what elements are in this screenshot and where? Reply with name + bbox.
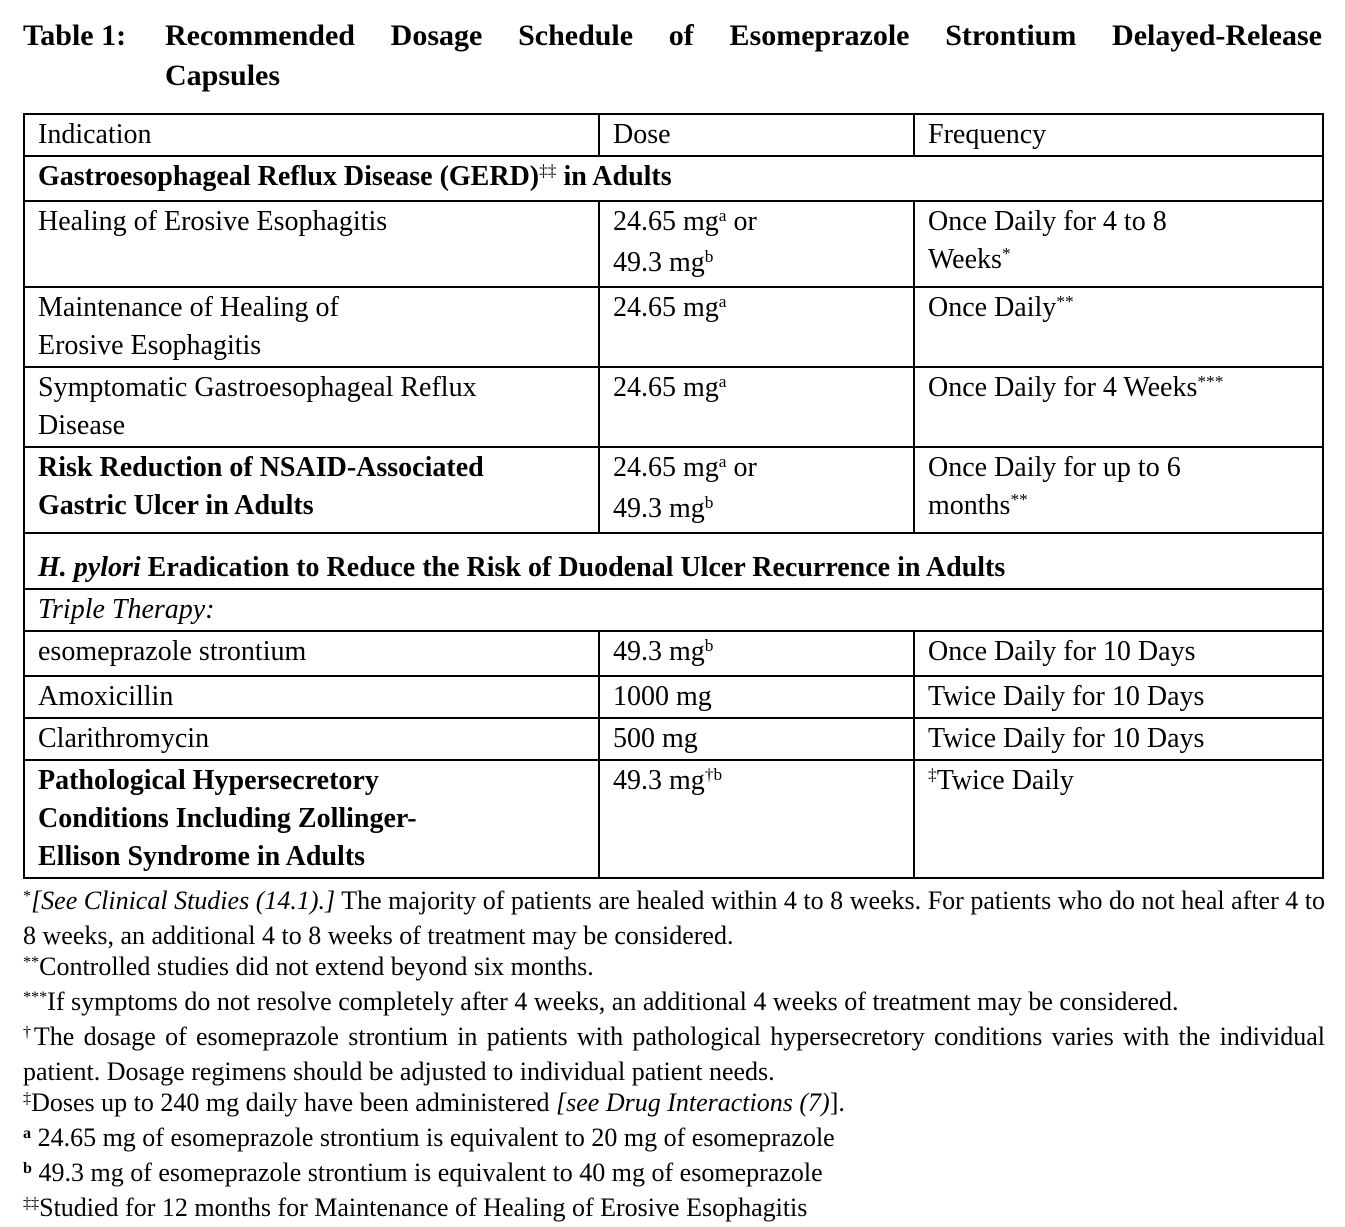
text-segment: ** bbox=[23, 953, 40, 971]
text-segment: Twice Daily for 10 Days bbox=[928, 723, 1205, 754]
table-cell bbox=[914, 287, 1323, 367]
cell-line bbox=[928, 633, 1312, 671]
text-segment: 49.3 mg of esomeprazole strontium is equivalent to 40 mg of esomeprazole bbox=[31, 1158, 823, 1187]
table-cell bbox=[24, 676, 599, 718]
table-cell bbox=[599, 287, 914, 367]
table-cell bbox=[599, 447, 914, 533]
footnote bbox=[23, 986, 1325, 1021]
footnote bbox=[23, 1192, 1325, 1227]
table-cell bbox=[914, 367, 1323, 447]
table-cell bbox=[24, 287, 599, 367]
text-segment: Twice Daily bbox=[936, 765, 1074, 796]
cell-line bbox=[38, 487, 588, 525]
cell-line bbox=[38, 838, 588, 876]
text-segment: Triple Therapy: bbox=[38, 594, 215, 625]
text-segment: [See Clinical Studies (14.1).] bbox=[31, 886, 336, 915]
footnote bbox=[23, 1157, 1325, 1192]
cell-line bbox=[38, 158, 1312, 199]
text-segment: 49.3 mg bbox=[613, 765, 705, 796]
cell-line bbox=[928, 720, 1312, 758]
text-segment: ** bbox=[1010, 490, 1028, 510]
cell-line bbox=[928, 241, 1312, 282]
text-segment: a bbox=[718, 452, 727, 472]
table-cell bbox=[599, 676, 914, 718]
table-row bbox=[24, 760, 1323, 878]
text-segment: The majority of patients are healed within 4 to 8 weeks. For patients who do not heal after 4 to 8 weeks, an additional 4 to 8 weeks of treatment may be considered. bbox=[23, 886, 1325, 950]
cell-line bbox=[928, 487, 1312, 528]
text-segment: Twice Daily for 10 Days bbox=[928, 681, 1205, 712]
cell-line bbox=[613, 449, 903, 490]
text-segment: Once Daily for 4 to 8 bbox=[928, 206, 1167, 237]
text-segment: a bbox=[718, 206, 727, 226]
text-segment: Gastric Ulcer in Adults bbox=[38, 490, 314, 521]
text-segment: If symptoms do not resolve completely after 4 weeks, an additional 4 weeks of treatment may be considered. bbox=[47, 987, 1179, 1016]
column-header: Dose bbox=[599, 114, 914, 156]
table-cell bbox=[24, 156, 1323, 201]
table-row bbox=[24, 676, 1323, 718]
text-segment: esomeprazole strontium bbox=[38, 636, 307, 667]
text-segment: [see Drug Interactions (7) bbox=[556, 1088, 830, 1117]
table-row bbox=[24, 367, 1323, 447]
text-segment: ** bbox=[1056, 292, 1074, 312]
text-segment: ‡ bbox=[23, 1089, 32, 1107]
table-cell bbox=[599, 201, 914, 287]
text-segment: Risk Reduction of NSAID-Associated bbox=[38, 452, 484, 483]
text-segment: in Adults bbox=[556, 161, 672, 192]
text-segment: or bbox=[726, 452, 757, 483]
cell-line bbox=[613, 203, 903, 244]
table-cell bbox=[914, 201, 1323, 287]
text-segment: b bbox=[704, 493, 714, 513]
cell-line bbox=[613, 678, 903, 716]
text-segment: Studied for 12 months for Maintenance of Healing of Erosive Esophagitis bbox=[39, 1193, 808, 1222]
text-segment: *** bbox=[23, 988, 48, 1006]
table-title bbox=[23, 16, 1322, 96]
table-cell bbox=[914, 447, 1323, 533]
text-segment: Healing of Erosive Esophagitis bbox=[38, 206, 388, 237]
table-cell bbox=[24, 760, 599, 878]
cell-line bbox=[38, 720, 588, 758]
table-cell bbox=[914, 760, 1323, 878]
cell-line bbox=[928, 762, 1312, 803]
section-header-row bbox=[24, 533, 1323, 589]
text-segment: Doses up to 240 mg daily have been administered bbox=[31, 1088, 557, 1117]
text-segment: ‡‡ bbox=[539, 161, 557, 181]
text-segment: months bbox=[928, 490, 1011, 521]
table-cell bbox=[599, 367, 914, 447]
column-header: Indication bbox=[24, 114, 599, 156]
cell-line bbox=[928, 449, 1312, 487]
text-segment: Maintenance of Healing of bbox=[38, 292, 339, 323]
text-segment: 24.65 mg bbox=[613, 372, 719, 403]
table-title-text bbox=[165, 16, 1322, 96]
table-cell bbox=[24, 533, 1323, 589]
cell-line bbox=[38, 549, 1312, 587]
text-segment: Once Daily for 4 Weeks bbox=[928, 372, 1198, 403]
table-title-line1: Recommended Dosage Schedule of Esomeprazole Strontium Delayed-Release bbox=[165, 19, 1322, 52]
text-segment: Disease bbox=[38, 410, 126, 441]
text-segment: ]. bbox=[829, 1088, 845, 1117]
table-row bbox=[24, 631, 1323, 676]
cell-line bbox=[613, 490, 903, 531]
text-segment: Eradication to Reduce the Risk of Duodenal Ulcer Recurrence in Adults bbox=[140, 552, 1006, 583]
dosage-table bbox=[23, 113, 1324, 879]
section-header-row bbox=[24, 589, 1323, 631]
cell-line bbox=[928, 203, 1312, 241]
cell-line bbox=[38, 762, 588, 800]
cell-line bbox=[928, 678, 1312, 716]
text-segment: The dosage of esomeprazole strontium in patients with pathological hypersecretory conditions varies with the individual patient. Dosage regimens should be adjusted to individual patient needs. bbox=[23, 1022, 1325, 1086]
text-segment: 49.3 mg bbox=[613, 493, 705, 524]
cell-line bbox=[38, 678, 588, 716]
text-segment: Clarithromycin bbox=[38, 723, 210, 754]
text-segment: 24.65 mg bbox=[613, 452, 719, 483]
text-segment: Once Daily bbox=[928, 292, 1057, 323]
text-segment: Once Daily for up to 6 bbox=[928, 452, 1181, 483]
cell-line bbox=[928, 289, 1312, 330]
text-segment: * bbox=[1001, 244, 1011, 264]
text-segment: 500 mg bbox=[613, 723, 698, 754]
cell-line bbox=[613, 289, 903, 330]
table-cell bbox=[914, 718, 1323, 760]
cell-line bbox=[928, 369, 1312, 410]
section-header-row bbox=[24, 156, 1323, 201]
table-row bbox=[24, 201, 1323, 287]
table-row bbox=[24, 718, 1323, 760]
text-segment: Amoxicillin bbox=[38, 681, 174, 712]
table-cell bbox=[24, 718, 599, 760]
text-segment: Conditions Including Zollinger- bbox=[38, 803, 417, 834]
text-segment: Erosive Esophagitis bbox=[38, 330, 262, 361]
footnote bbox=[23, 1122, 1325, 1157]
cell-line bbox=[38, 407, 588, 445]
column-header: Frequency bbox=[914, 114, 1323, 156]
table-cell bbox=[24, 367, 599, 447]
footnote bbox=[23, 885, 1325, 951]
cell-line bbox=[613, 369, 903, 410]
cell-line bbox=[38, 203, 588, 241]
cell-line bbox=[38, 369, 588, 407]
cell-line bbox=[613, 244, 903, 285]
cell-line bbox=[613, 762, 903, 803]
text-segment: Ellison Syndrome in Adults bbox=[38, 841, 366, 872]
table-cell bbox=[914, 631, 1323, 676]
table-title-label: Table 1: bbox=[23, 19, 127, 52]
dosage-table-body bbox=[24, 114, 1323, 878]
table-row bbox=[24, 447, 1323, 533]
cell-line bbox=[38, 449, 588, 487]
text-segment: †b bbox=[704, 765, 723, 785]
cell-line bbox=[38, 327, 588, 365]
text-segment: 49.3 mg bbox=[613, 247, 705, 278]
cell-line bbox=[38, 591, 1312, 629]
footnote bbox=[23, 1021, 1325, 1087]
cell-line bbox=[613, 633, 903, 674]
text-segment: a bbox=[718, 372, 727, 392]
text-segment: Weeks bbox=[928, 244, 1002, 275]
text-segment: 49.3 mg bbox=[613, 636, 705, 667]
cell-line bbox=[613, 720, 903, 758]
text-segment: or bbox=[726, 206, 757, 237]
table-cell bbox=[24, 589, 1323, 631]
column-header-row bbox=[24, 114, 1323, 156]
text-segment: b bbox=[704, 636, 714, 656]
text-segment: ‡ bbox=[928, 765, 937, 785]
text-segment: 24.65 mg bbox=[613, 206, 719, 237]
text-segment: b bbox=[704, 247, 714, 267]
text-segment: Gastroesophageal Reflux Disease (GERD) bbox=[38, 161, 540, 192]
table-cell bbox=[24, 201, 599, 287]
table-cell bbox=[24, 631, 599, 676]
text-segment: H. pylori bbox=[38, 552, 141, 583]
cell-line bbox=[38, 289, 588, 327]
text-segment: Once Daily for 10 Days bbox=[928, 636, 1196, 667]
cell-line bbox=[38, 800, 588, 838]
table-cell bbox=[599, 718, 914, 760]
text-segment: Controlled studies did not extend beyond six months. bbox=[39, 952, 594, 981]
text-segment: 24.65 mg of esomeprazole strontium is equivalent to 20 mg of esomeprazole bbox=[31, 1123, 835, 1152]
text-segment: *** bbox=[1197, 372, 1224, 392]
text-segment: Pathological Hypersecretory bbox=[38, 765, 379, 796]
table-cell bbox=[24, 447, 599, 533]
footnotes bbox=[23, 885, 1325, 1227]
text-segment: Symptomatic Gastroesophageal Reflux bbox=[38, 372, 477, 403]
table-row bbox=[24, 287, 1323, 367]
footnote bbox=[23, 951, 1325, 986]
text-segment: * bbox=[23, 887, 32, 905]
table-cell bbox=[914, 676, 1323, 718]
text-segment: a bbox=[718, 292, 727, 312]
table-cell bbox=[599, 760, 914, 878]
footnote bbox=[23, 1087, 1325, 1122]
text-segment: 24.65 mg bbox=[613, 292, 719, 323]
text-segment: 1000 mg bbox=[613, 681, 712, 712]
text-segment: † bbox=[23, 1023, 34, 1041]
table-title-line2: Capsules bbox=[165, 59, 281, 92]
text-segment: a bbox=[23, 1124, 32, 1142]
table-cell bbox=[599, 631, 914, 676]
text-segment: ‡‡ bbox=[23, 1194, 40, 1212]
cell-line bbox=[38, 633, 588, 671]
text-segment: b bbox=[23, 1159, 32, 1177]
